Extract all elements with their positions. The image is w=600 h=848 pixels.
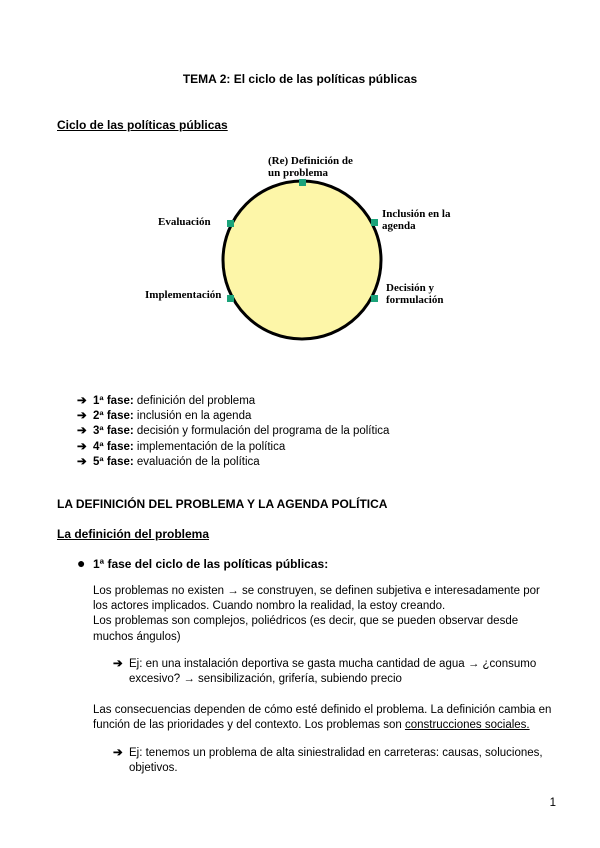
paragraph-problems (93, 584, 553, 645)
arrow-icon: ➔ (77, 410, 87, 423)
arrow-icon: ➔ (77, 395, 87, 407)
label-definition-line1: (Re) Definición de (268, 155, 353, 167)
label-agenda-line2: agenda (382, 220, 416, 232)
phase-label: 4ª fase: (93, 440, 134, 453)
example-text: Ej: tenemos un problema de alta siniestralidad en carreteras: causas, soluciones, objetivos. (129, 747, 543, 775)
policy-cycle-diagram (140, 150, 460, 360)
example-item (113, 657, 543, 687)
phase-label: 1ª fase: (93, 395, 134, 407)
paragraph-line: Los problemas no existen → se construyen, se definen subjetiva e interesadamente por los actores implicados. Cuando nombro la realidad, la estoy creando. (93, 585, 540, 613)
label-implementation: Implementación (145, 289, 222, 301)
section-heading: Ciclo de las políticas públicas (57, 118, 228, 132)
cycle-circle (223, 181, 381, 339)
page-title: TEMA 2: El ciclo de las políticas públicas (182, 72, 418, 86)
page-number: 1 (549, 797, 556, 809)
phase-item (77, 424, 389, 439)
phase-text: implementación de la política (136, 440, 286, 453)
paragraph-line: Los problemas son complejos, poliédricos (es decir, que se pueden observar desde muchos ángulos) (93, 615, 519, 643)
arrow-icon: ➔ (113, 658, 123, 670)
bullet-dot-icon: ● (77, 555, 86, 571)
phase-item (77, 455, 389, 470)
phase-item (77, 394, 389, 409)
node-evaluation (227, 220, 234, 227)
bullet-text: 1ª fase del ciclo de las políticas públicas: (93, 557, 329, 571)
arrow-icon: ➔ (113, 747, 123, 759)
label-formulation (386, 282, 443, 306)
paragraph-consequences (93, 703, 553, 733)
label-agenda-line1: Inclusión en la (382, 208, 451, 220)
phase-list (77, 394, 389, 470)
phase-text: evaluación de la política (136, 455, 260, 468)
label-formulation-line2: formulación (386, 294, 444, 306)
phase-text: inclusión en la agenda (136, 410, 252, 423)
node-definition (299, 179, 306, 186)
example-text: Ej: en una instalación deportiva se gasta mucha cantidad de agua → ¿consumo excesivo? → sensibilización, grifería, subiendo precio (129, 658, 537, 686)
subsection-heading: La definición del problema (57, 527, 210, 541)
chapter-heading: LA DEFINICIÓN DEL PROBLEMA Y LA AGENDA POLÍTICA (57, 497, 388, 511)
arrow-icon: ➔ (77, 425, 87, 438)
node-agenda (371, 219, 378, 226)
label-evaluation: Evaluación (158, 216, 211, 228)
phase-text: definición del problema (136, 395, 256, 407)
underlined-term: construcciones sociales. (404, 719, 530, 732)
paragraph-text: Las consecuencias dependen de cómo esté definido el problema. La definición cambia en función de las prioridades y del contexto. Los problemas son (93, 704, 552, 732)
label-definition-line2: un problema (268, 167, 329, 179)
phase-label: 5ª fase: (93, 455, 134, 468)
phase-text: decisión y formulación del programa de la política (136, 425, 390, 438)
cycle-svg (140, 150, 460, 360)
label-agenda (382, 208, 450, 232)
phase-item (77, 409, 389, 424)
arrow-icon: ➔ (77, 440, 87, 453)
phase-label: 2ª fase: (93, 410, 134, 423)
bullet-item (77, 557, 328, 571)
label-formulation-line1: Decisión y (386, 282, 434, 294)
node-implementation (227, 295, 234, 302)
example-item (113, 746, 543, 776)
arrow-icon: ➔ (77, 455, 87, 468)
phase-label: 3ª fase: (93, 425, 134, 438)
phase-item (77, 440, 389, 455)
node-formulation (371, 295, 378, 302)
label-definition (268, 155, 353, 179)
